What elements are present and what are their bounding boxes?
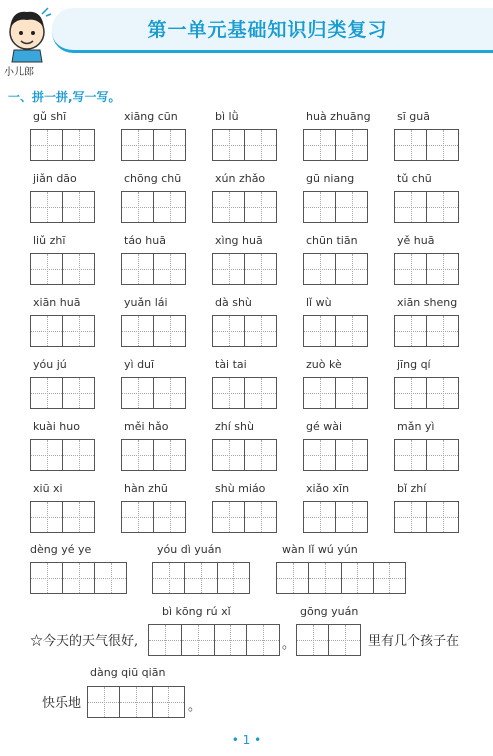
- pinyin-label: bǐ zhí: [397, 482, 427, 495]
- pinyin-label: zuò kè: [306, 358, 342, 371]
- writing-box[interactable]: [276, 562, 406, 594]
- sentence-text: 。: [188, 699, 202, 714]
- pinyin-label: dàng qiū qiān: [90, 666, 166, 679]
- pinyin-label: jiǎn dāo: [33, 172, 77, 185]
- writing-box[interactable]: [303, 129, 368, 161]
- pinyin-label: xìng huā: [215, 234, 263, 247]
- writing-box[interactable]: [394, 501, 459, 533]
- pinyin-label: liǔ zhī: [33, 234, 66, 247]
- writing-box[interactable]: [121, 501, 186, 533]
- pinyin-label: gū niang: [306, 172, 355, 185]
- pinyin-label: měi hǎo: [124, 420, 169, 433]
- writing-box[interactable]: [212, 377, 277, 409]
- writing-box[interactable]: [212, 129, 277, 161]
- sentence-text: 。: [282, 637, 296, 652]
- writing-box[interactable]: [148, 624, 280, 656]
- writing-box[interactable]: [394, 315, 459, 347]
- writing-box[interactable]: [30, 439, 95, 471]
- pinyin-label: chōng chū: [124, 172, 182, 185]
- pinyin-label: chūn tiān: [306, 234, 358, 247]
- pinyin-label: gé wài: [306, 420, 343, 433]
- writing-box[interactable]: [303, 191, 368, 223]
- pinyin-label: yóu dì yuán: [157, 543, 222, 556]
- writing-box[interactable]: [303, 439, 368, 471]
- writing-box[interactable]: [87, 686, 185, 718]
- pinyin-label: tǔ chū: [397, 172, 432, 185]
- pinyin-label: dèng yé ye: [30, 543, 92, 556]
- pinyin-label: yuǎn lái: [124, 296, 168, 309]
- section-title: 一、拼一拼,写一写。: [8, 90, 121, 104]
- writing-box[interactable]: [212, 253, 277, 285]
- writing-box[interactable]: [121, 315, 186, 347]
- page-title: 第一单元基础知识归类复习: [147, 19, 388, 41]
- page-number: • 1 •: [231, 733, 262, 747]
- pinyin-label: sī guā: [397, 110, 430, 123]
- writing-box[interactable]: [303, 501, 368, 533]
- writing-box[interactable]: [394, 439, 459, 471]
- pinyin-label: huà zhuāng: [306, 110, 371, 123]
- pinyin-label: yě huā: [397, 234, 435, 247]
- pinyin-label: mǎn yì: [397, 420, 435, 433]
- writing-box[interactable]: [303, 377, 368, 409]
- pinyin-label: táo huā: [124, 234, 166, 247]
- pinyin-label: dà shù: [215, 296, 252, 309]
- writing-box[interactable]: [394, 129, 459, 161]
- writing-box[interactable]: [303, 253, 368, 285]
- writing-box[interactable]: [30, 377, 95, 409]
- writing-box[interactable]: [121, 377, 186, 409]
- pinyin-label: xiū xi: [33, 482, 63, 495]
- pinyin-label: bì lǜ: [215, 110, 239, 123]
- writing-box[interactable]: [394, 191, 459, 223]
- writing-box[interactable]: [30, 191, 95, 223]
- writing-box[interactable]: [152, 562, 250, 594]
- writing-box[interactable]: [296, 624, 361, 656]
- writing-box[interactable]: [30, 315, 95, 347]
- pinyin-label: xiǎo xīn: [306, 482, 350, 495]
- pinyin-label: lǐ wù: [306, 296, 332, 309]
- writing-box[interactable]: [212, 191, 277, 223]
- pinyin-label: gōng yuán: [300, 605, 359, 618]
- pinyin-label: yì duī: [124, 358, 155, 371]
- writing-box[interactable]: [121, 253, 186, 285]
- writing-box[interactable]: [212, 439, 277, 471]
- sentence-text: ☆今天的天气很好,: [30, 634, 139, 649]
- writing-box[interactable]: [30, 253, 95, 285]
- writing-box[interactable]: [30, 501, 95, 533]
- pinyin-label: xiān sheng: [397, 296, 458, 309]
- pinyin-label: xiān huā: [33, 296, 81, 309]
- pinyin-label: yóu jú: [33, 358, 67, 371]
- writing-box[interactable]: [30, 129, 95, 161]
- writing-box[interactable]: [394, 253, 459, 285]
- writing-box[interactable]: [212, 315, 277, 347]
- pinyin-label: tài tai: [215, 358, 247, 371]
- writing-box[interactable]: [212, 501, 277, 533]
- title-banner: [52, 8, 493, 53]
- pinyin-label: gǔ shī: [33, 110, 67, 123]
- writing-box[interactable]: [121, 191, 186, 223]
- mascot-label: 小儿郎: [4, 67, 34, 78]
- pinyin-label: wàn lǐ wú yún: [282, 543, 358, 556]
- sentence-text: 里有几个孩子在: [368, 634, 460, 649]
- sentence-text: 快乐地: [42, 696, 82, 711]
- pinyin-label: xún zhǎo: [215, 172, 266, 185]
- writing-box[interactable]: [121, 129, 186, 161]
- pinyin-label: xiāng cūn: [124, 110, 178, 123]
- pinyin-label: bì kōng rú xǐ: [162, 605, 231, 618]
- pinyin-label: zhí shù: [215, 420, 254, 433]
- pinyin-label: shù miáo: [215, 482, 266, 495]
- writing-box[interactable]: [394, 377, 459, 409]
- writing-box[interactable]: [303, 315, 368, 347]
- writing-box[interactable]: [30, 562, 127, 594]
- pinyin-label: kuài huo: [33, 420, 80, 433]
- writing-box[interactable]: [121, 439, 186, 471]
- pinyin-label: hàn zhū: [124, 482, 168, 495]
- pinyin-label: jīng qí: [397, 358, 431, 371]
